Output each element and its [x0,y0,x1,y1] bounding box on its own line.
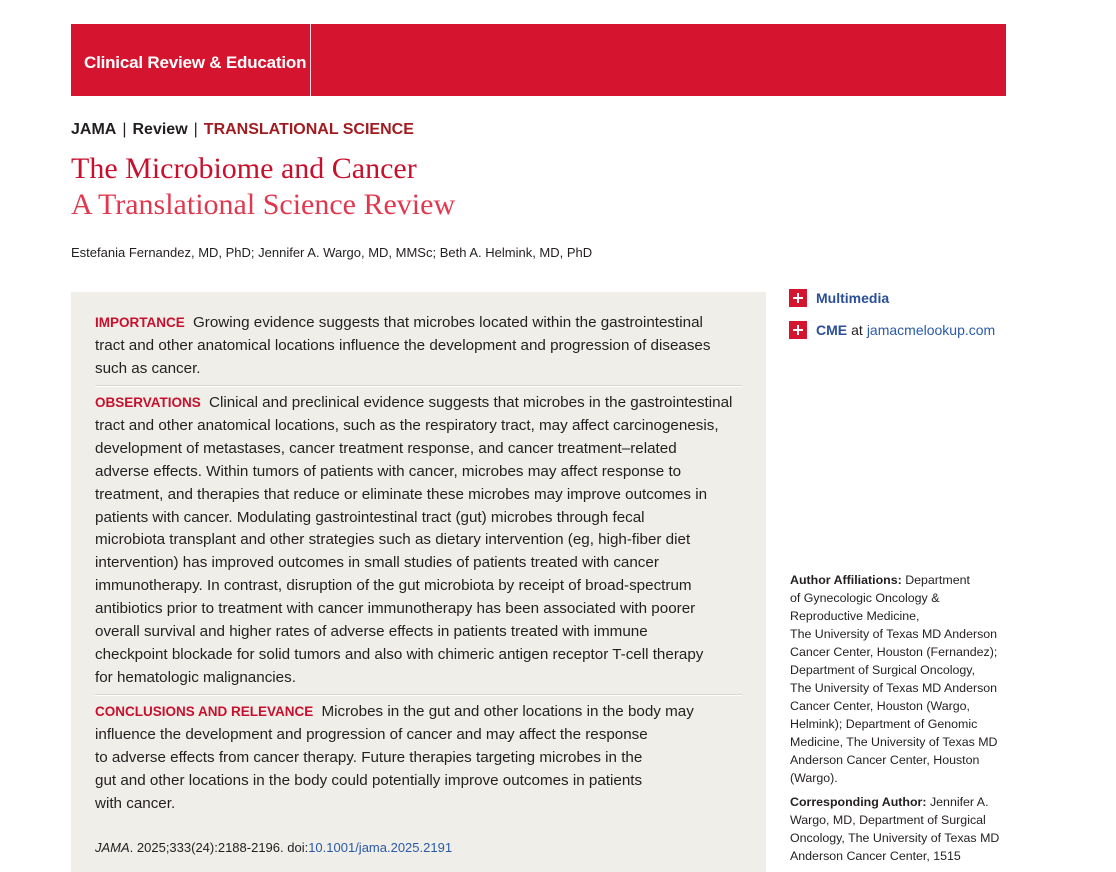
breadcrumb [71,121,414,139]
observations-line: patients with cancer. Modulating gastrointestinal tract (gut) microbes through fecal [95,508,645,526]
affiliation-line: Helmink); Department of Genomic [790,717,978,731]
section-divider [95,694,742,696]
banner-divider [310,24,311,96]
conclusions-heading: CONCLUSIONS AND RELEVANCE [95,704,314,719]
observations-line: development of metastases, cancer treatment response, and cancer treatment–related [95,439,677,457]
abstract-observations [95,392,745,690]
citation [95,840,452,855]
section-divider [95,385,742,387]
citation-ref: . 2025;333(24):2188-2196. doi: [129,840,309,855]
corresponding-line: Wargo, MD, Department of Surgical [790,813,986,827]
multimedia-link[interactable] [789,289,889,307]
banner-label: Clinical Review & Education [84,53,307,72]
corresponding-line: Oncology, The University of Texas MD [790,831,1000,845]
citation-journal: JAMA [95,840,130,855]
affiliation-line: Department of Surgical Oncology, [790,663,976,677]
article-authors: Estefania Fernandez, MD, PhD; Jennifer A. Wargo, MD, MMSc; Beth A. Helmink, MD, PhD [71,245,593,260]
corresponding-author [790,793,1015,865]
cme-at: at [851,322,863,338]
observations-line: adverse effects. Within tumors of patients with cancer, microbes may affect response to [95,462,682,480]
observations-line: Clinical and preclinical evidence suggests that microbes in the gastrointestinal [209,394,733,411]
observations-line: for hematologic malignancies. [95,668,296,686]
abstract-box [71,292,766,872]
conclusions-line: Microbes in the gut and other locations in the body may [321,703,694,720]
plus-icon [789,289,807,307]
abstract-importance [95,312,745,381]
breadcrumb-type: Review [132,121,188,138]
affiliation-line: of Gynecologic Oncology & [790,591,940,605]
observations-line: tract and other anatomical locations, such as the respiratory tract, may affect carcinogenesis, [95,416,719,434]
affiliations-heading: Author Affiliations: [790,573,902,587]
observations-line: microbiota transplant and other strategies such as dietary intervention (eg, high-fiber diet [95,531,691,549]
importance-line: tract and other anatomical locations influence the development and progression of diseases [95,336,711,354]
affiliation-line: Cancer Center, Houston (Fernandez); [790,645,998,659]
affiliation-line: Medicine, The University of Texas MD [790,735,998,749]
observations-line: intervention) has improved outcomes in small studies of patients treated with cancer [95,554,659,572]
breadcrumb-separator: | [122,121,127,138]
observations-line: checkpoint blockade for solid tumors and also with chimeric antigen receptor T-cell therapy [95,645,704,663]
cme-link[interactable] [789,321,995,339]
breadcrumb-journal: JAMA [71,121,117,138]
conclusions-line: with cancer. [95,794,176,812]
corresponding-heading: Corresponding Author: [790,795,927,809]
conclusions-line: to adverse effects from cancer therapy. Future therapies targeting microbes in the [95,748,643,766]
breadcrumb-separator: | [193,121,198,138]
affiliation-line: The University of Texas MD Anderson [790,681,998,695]
importance-line: Growing evidence suggests that microbes located within the gastrointestinal [192,314,703,331]
affiliation-line: Anderson Cancer Center, Houston [790,753,980,767]
observations-line: overall survival and higher rates of adverse effects in patients treated with immune [95,623,648,641]
cme-url-link[interactable]: jamacmelookup.com [866,322,996,338]
conclusions-line: gut and other locations in the body could potentially improve outcomes in patients [95,771,643,789]
observations-line: treatment, and therapies that reduce or eliminate these microbes may improve outcomes in [95,485,708,503]
importance-line: such as cancer. [95,359,201,377]
affiliation-line: Reproductive Medicine, [790,609,920,623]
affiliation-line: Department [905,573,970,587]
corresponding-line: Anderson Cancer Center, 1515 [790,849,961,863]
doi-link[interactable]: 10.1001/jama.2025.2191 [308,840,453,855]
multimedia-label[interactable]: Multimedia [816,290,890,306]
author-affiliations [790,571,1015,787]
observations-line: antibiotics prior to treatment with cancer immunotherapy has been associated with poorer [95,600,696,618]
observations-line: immunotherapy. In contrast, disruption of the gut microbiota by receipt of broad-spectrum [95,577,692,595]
plus-icon [789,321,807,339]
affiliation-line: (Wargo). [790,771,838,785]
article-title: The Microbiome and Cancer [71,152,417,185]
affiliation-line: The University of Texas MD Anderson [790,627,998,641]
importance-heading: IMPORTANCE [95,315,185,330]
section-banner [71,24,1006,96]
observations-heading: OBSERVATIONS [95,395,201,410]
cme-label[interactable]: CME [816,322,848,338]
affiliation-line: Cancer Center, Houston (Wargo, [790,699,970,713]
corresponding-line: Jennifer A. [929,795,989,809]
conclusions-line: influence the development and progression of cancer and may affect the response [95,725,648,743]
abstract-conclusions [95,701,745,816]
breadcrumb-section: TRANSLATIONAL SCIENCE [203,121,414,138]
article-subtitle: A Translational Science Review [71,188,456,221]
